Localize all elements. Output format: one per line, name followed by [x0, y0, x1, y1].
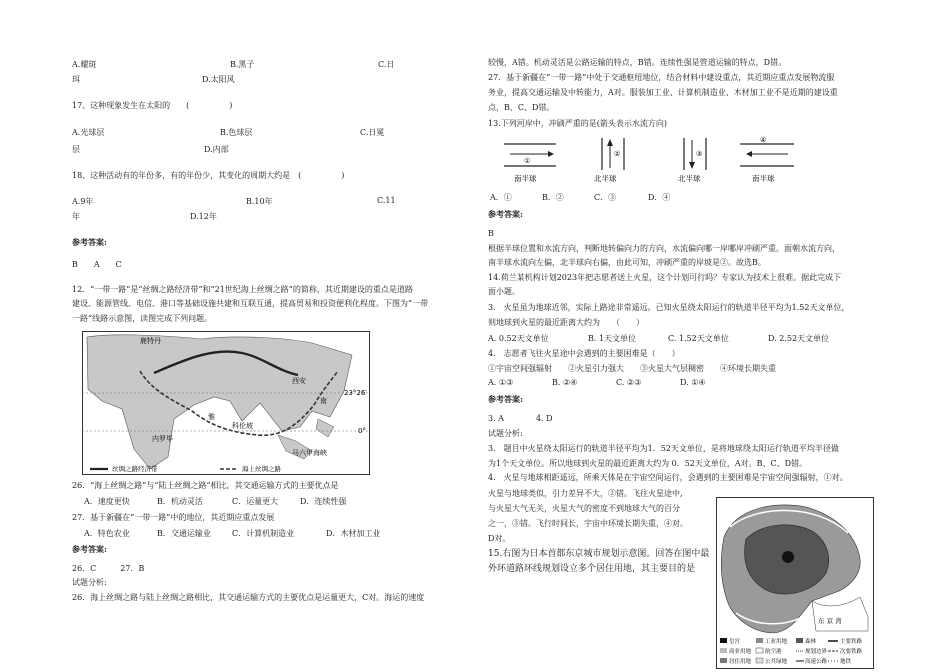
q3-stem-line1: 3. 火星虽为地球近邻，实际上路途非常遥远。已知火星绕太阳运行的轨道半径平均为1.52天文单位，	[488, 303, 850, 312]
river-bank-diagrams	[502, 134, 802, 186]
answer-heading-13: 参考答案:	[488, 209, 523, 219]
diagram-3-label: 北半球	[678, 174, 701, 183]
analysis-heading-3-4: 试题分析:	[488, 429, 523, 438]
answers-16-18: B A C	[72, 260, 122, 269]
q4-option-d: D. ①④	[680, 378, 706, 387]
map-label-rotterdam: 鹿特丹	[140, 337, 161, 345]
q18-option-b: B.10年	[246, 197, 273, 206]
answer-heading-3-4: 参考答案:	[488, 394, 523, 404]
tokyo-bay-label: 东 京 湾	[818, 617, 842, 625]
q26-option-d: D．连续性强	[300, 497, 347, 506]
q13-option-c: C．③	[594, 193, 617, 202]
legend-land-route: 丝绸之路经济带	[112, 465, 158, 473]
analysis-cont-line1: 较慢，A错。机动灵活是公路运输的特点，B错。连续性强是管道运输的特点，D错。	[488, 58, 787, 67]
q3-option-a: A. 0.52天文单位	[488, 334, 549, 343]
q16-option-c-cont: 珥	[72, 75, 80, 84]
analysis-4-line3: 与火星大气无关，火星大气的密度不到地球大气的百分	[488, 504, 680, 513]
map-label-mid: 雅	[208, 413, 215, 421]
diagram-1-num: ①	[524, 157, 531, 165]
map-label-nairobi: 内罗毕	[152, 435, 173, 443]
map-label-lat-0: 0°	[358, 427, 366, 435]
q17-stem: 17、这种现象发生在太阳的 ( )	[72, 101, 233, 110]
diagram-2-num: ②	[614, 150, 621, 158]
q4-option-b: B. ②④	[552, 378, 578, 387]
explanation-13-line2: 南半球水流向左偏，北半球向右偏，由此可知，冲刷严重的岸坡是②。故选B。	[488, 258, 766, 267]
answers-3-4: 3. A 4. D	[488, 414, 553, 423]
legend-main-rail: 主要铁路	[840, 639, 863, 645]
map-label-strait: 马六甲海峡	[292, 449, 327, 457]
legend-industrial: 工业用地	[765, 639, 788, 645]
analysis-4-line5: D对。	[488, 534, 511, 543]
analysis-26: 26．海上丝绸之路与陆上丝绸之路相比，其交通运输方式的主要优点是运量更大，C对。海运的速度	[72, 593, 425, 602]
q14-stem-line2: 面小题。	[488, 287, 520, 296]
q3-option-b: B. 1天文单位	[588, 334, 637, 343]
q16-option-c: C.日	[378, 60, 395, 69]
diagram-3	[678, 138, 706, 183]
q18-stem: 18、这种活动有的年份多，有的年份少，其变化的周期大约是 ( )	[72, 171, 345, 180]
tokyo-plan-map	[716, 497, 874, 669]
diagram-4-num: ④	[760, 136, 767, 144]
q26-stem: 26．“海上丝绸之路”与“陆上丝绸之路”相比，其交通运输方式的主要优点是	[72, 481, 339, 490]
q17-option-b: B.色球层	[220, 128, 253, 137]
map-label-colombo: 科伦坡	[232, 422, 253, 430]
answers-26-27: 26．C 27．B	[72, 564, 145, 573]
analysis-cont-line4: 点，B、C、D错。	[488, 103, 555, 112]
q26-option-b: B．机动灵活	[157, 497, 203, 506]
answer-heading-2: 参考答案:	[72, 544, 107, 554]
q17-option-c: C.日冕	[360, 128, 385, 137]
q16-option-b: B.黑子	[230, 60, 255, 69]
map-label-lat-23: 23°26′	[344, 389, 367, 397]
analysis-3-line1: 3. 题目中火星绕太阳运行的轨道半径平均为1．52天文单位，是将地球绕太阳运行轨道平均半径做	[488, 444, 839, 453]
legend-airport: 航空港	[765, 649, 782, 655]
q27-option-a: A．特色农业	[84, 529, 130, 538]
q17-option-d: D.内部	[204, 145, 229, 154]
q12-stem-line2: 建设、能源管线、电信、港口等基础设施共建和互联互通，提高贸易和投资便利化程度。下图为“一带	[72, 299, 429, 308]
q18-option-d: D.12年	[190, 212, 217, 221]
legend-sea-route: 海上丝绸之路	[242, 465, 281, 473]
diagram-4-label: 南半球	[752, 174, 775, 183]
analysis-3-line2: 为1个天文单位。所以地球到火星的最近距离大约为 0．52天文单位，A对。B、C、D错。	[488, 459, 808, 468]
q18-option-a: A.9年	[72, 197, 94, 206]
q12-stem-line3: 一路”线路示意图，读图完成下列问题。	[72, 314, 213, 323]
q26-option-a: A．速度更快	[84, 497, 130, 506]
q18-option-c-cont: 年	[72, 212, 80, 221]
q14-stem-line1: 14.荷兰某机构计划2023年把志愿者送上火星，这个计划可行吗？专家认为技术上很难。据此完成下	[488, 273, 842, 282]
q4-stem: 4. 志愿者飞往火星途中会遇到的主要困难是（ ）	[488, 349, 680, 358]
q3-option-c: C. 1.52天文单位	[668, 334, 729, 343]
q13-option-b: B．②	[542, 193, 564, 202]
q3-option-d: D. 2.52天文单位	[768, 334, 830, 343]
diagram-4	[740, 136, 794, 183]
q17-option-c-cont: 层	[72, 145, 80, 154]
explanation-13-line1: 根据半球位置和水流方向，判断地转偏向力的方向，水流偏向哪一岸哪岸冲刷严重。面朝水流方向，	[488, 244, 840, 253]
answer-13: B	[488, 229, 494, 238]
belt-road-map	[82, 331, 370, 475]
q27-option-d: D．木材加工业	[326, 529, 381, 538]
legend-expressway: 高速公路	[805, 659, 828, 665]
map-label-south: 南	[320, 397, 327, 405]
q16-option-a: A.耀斑	[72, 60, 97, 69]
legend-palace: 皇宫	[729, 639, 741, 645]
q18-option-c: C.11	[377, 196, 396, 205]
q4-option-c: C. ②③	[616, 378, 642, 387]
q16-option-d: D.太阳风	[202, 75, 235, 84]
analysis-cont-line2: 27．基于新疆在“一带一路”中处于交通枢纽地位，结合材料中建设重点，其近期应重点发展物流服	[488, 73, 835, 82]
analysis-4-line1: 4. 火星与地球相距遥远，所乘天体是在宇宙空间运行，会遇到的主要困难是宇宙空间强辐射，①对。	[488, 473, 848, 482]
diagram-1-label: 南半球	[514, 174, 537, 183]
legend-public-green: 公共绿地	[765, 659, 788, 665]
q13-option-a: A．①	[490, 193, 512, 202]
q13-stem: 13.下列河岸中，冲刷严重的是(箭头表示水流方向)	[488, 119, 667, 128]
analysis-heading: 试题分析:	[72, 578, 107, 587]
q27-option-c: C．计算机制造业	[232, 529, 295, 538]
q15-stem: 15.右图为日本首都东京城市规划示意图。回答在图中最外环道路环线规划设立多个居住用地，其主要目的是	[488, 549, 710, 574]
legend-subway: 地铁	[840, 659, 852, 665]
q4-items: ①宇宙空间强辐射 ②火星引力强大 ③火星大气层稠密 ④环境长期失重	[488, 364, 776, 373]
diagram-2-label: 北半球	[594, 174, 617, 183]
legend-residential: 居住用地	[729, 659, 752, 665]
diagram-3-num: ③	[696, 150, 703, 158]
q26-option-c: C．运量更大	[232, 497, 279, 506]
q12-stem-line1: 12．“一带一路”是“丝绸之路经济带”和“21世纪海上丝绸之路”的简称，其近期建设的重点是道路	[72, 285, 413, 294]
q13-option-d: D．④	[648, 193, 671, 202]
legend-commercial: 商业用地	[729, 649, 752, 655]
analysis-4-line4: 之一，③错。飞行时间长，宇宙中环境长期失重，④对。	[488, 519, 688, 528]
q17-option-a: A.光球层	[72, 128, 105, 137]
q27-stem: 27．基于新疆在“一带一路”中的地位，其近期应重点发展	[72, 513, 275, 522]
diagram-1	[504, 144, 556, 183]
q3-stem-line2: 则地球到火星的最近距离大约为 （ ）	[488, 318, 644, 327]
legend-forest: 森林	[805, 639, 817, 645]
map-label-xian: 西安	[292, 377, 306, 385]
diagram-2	[594, 138, 624, 183]
q4-option-a: A. ①③	[488, 378, 514, 387]
q27-option-b: B．交通运输业	[157, 529, 211, 538]
legend-secondary-rail: 次要铁路	[840, 649, 863, 655]
analysis-cont-line3: 务业，提高交通运输及中转能力，A对。服装加工业、计算机制造业、木材加工业不是近期的建设重	[488, 88, 838, 97]
answer-heading: 参考答案:	[72, 237, 107, 247]
analysis-4-line2: 火星与地球类似，引力差异不大，②错。飞往火星途中,	[488, 489, 683, 498]
legend-plan-boundary: 规划边界	[805, 649, 828, 655]
